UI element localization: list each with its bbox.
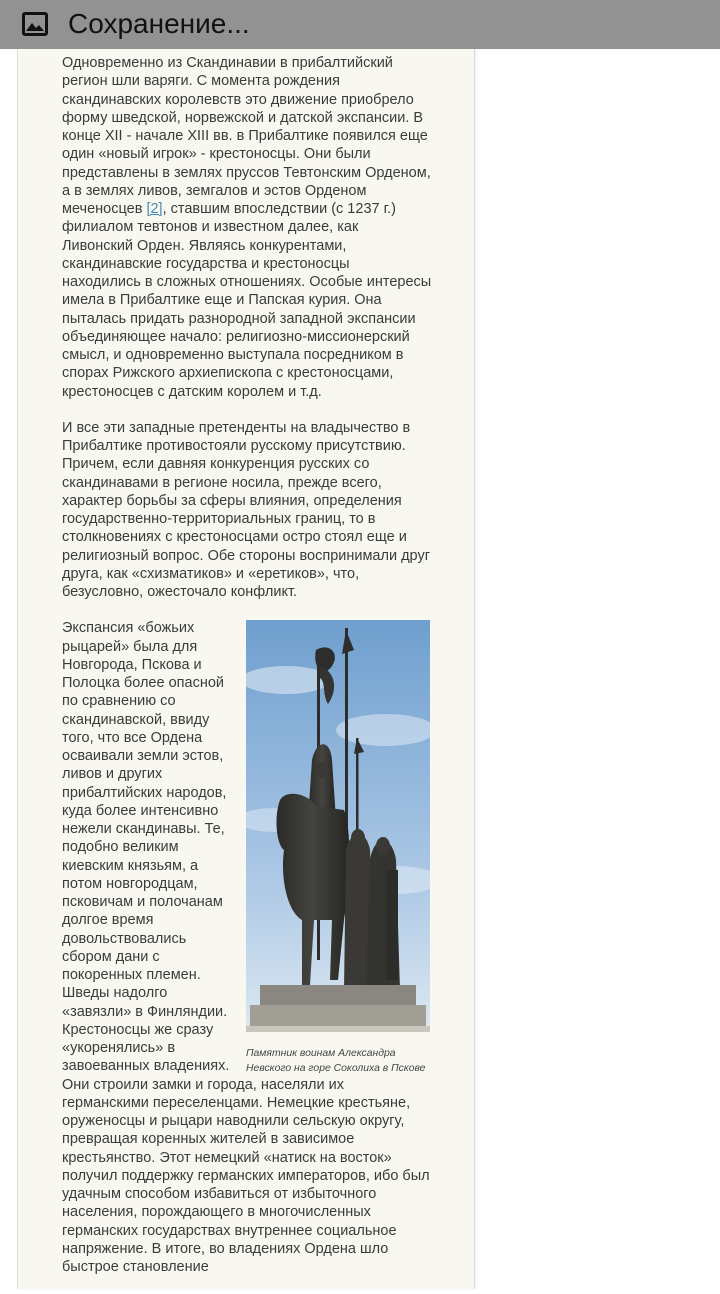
paragraph-text: Одновременно из Скандинавии в прибалтийский регион шли варяги. С момента рождения скандинавских королевств это движение приобрело форму шведской, норвежской и датской экспансии. В конце XII - начале XIII вв. в Прибалтике появился еще один «новый игрок» - крестоносцы. Они были представлены в землях пруссов Тевтонским Орденом, а в землях ливов, земгалов и эстов Орденом меченосцев [62, 55, 431, 217]
wrapped-text: Экспансия «божьих рыцарей» была для Новгорода, Пскова и Полоцка более опасной по сравнению со скандинавской, ввиду того, что все Ордена осваивали земли эстов, ливов и других прибалтийских народов, куда более интенсивно нежели скандинавы. Те, подобно великим киевским князьям, а потом новгородцам, псковичам и полочанам долгое время довольствовались сбором дани с покоренных племен. Шведы надолго «завязли» в Финляндии. Крестоносцы же сразу «укоренялись» в завоеванных владениях. [62, 620, 230, 1075]
figure-caption: Памятник воинам Александра Невского на горе Соколиха в Пскове [246, 1048, 426, 1074]
footnote-link[interactable]: [2] [146, 201, 163, 217]
paragraph-text: , ставшим впоследствии (с 1237 г.) филиалом тевтонов и известном далее, как Ливонский Орден. Являясь конкурентами, скандинавские государства и крестоносцы находились в сложных отношениях. Особые интересы имела в Прибалтике еще и Папская курия. Она пыталась придать разнородной западной экспансии объединяющее начало: религиозно-миссионерский смысл, и одновременно выступала посредником в спорах Рижского архиепископа с крестоносцами, крестоносцев с датским королем и т.д. [62, 201, 432, 400]
image-icon [22, 12, 48, 36]
paragraph-varangians [62, 54, 432, 401]
app-bar [0, 0, 720, 49]
monument-photo[interactable] [246, 620, 430, 1032]
figure [246, 620, 430, 1076]
app-bar-title: Сохранение... [68, 8, 250, 39]
full-width-text: Они строили замки и города, населяли их германскими переселенцами. Немецкие крестьяне, оруженосцы и рыцари наводнили сельскую округу, превращая коренных жителей в зависимое крестьянство. Этот немецкий «натиск на восток» получил поддержку германских императоров, ибо был удачным способом избавиться от избыточного населения, порождающего в многочисленных германских государствах внутреннее социальное напряжение. В итоге, во владениях Ордена шло быстрое становление [62, 1076, 430, 1275]
paragraph-western-pretenders: И все эти западные претенденты на владычество в Прибалтике противостояли русскому присутствию. Причем, если давняя конкуренция русских со скандинавами в регионе носила, прежде всего, характер борьбы за сферы влияния, определения государственно-территориальных границ, то в столкновениях с крестоносцами остро стоял еще и религиозный вопрос. Обе стороны воспринимали друг друга, как «схизматиков» и «еретиков», что, безусловно, ожесточало конфликт. [62, 419, 430, 600]
